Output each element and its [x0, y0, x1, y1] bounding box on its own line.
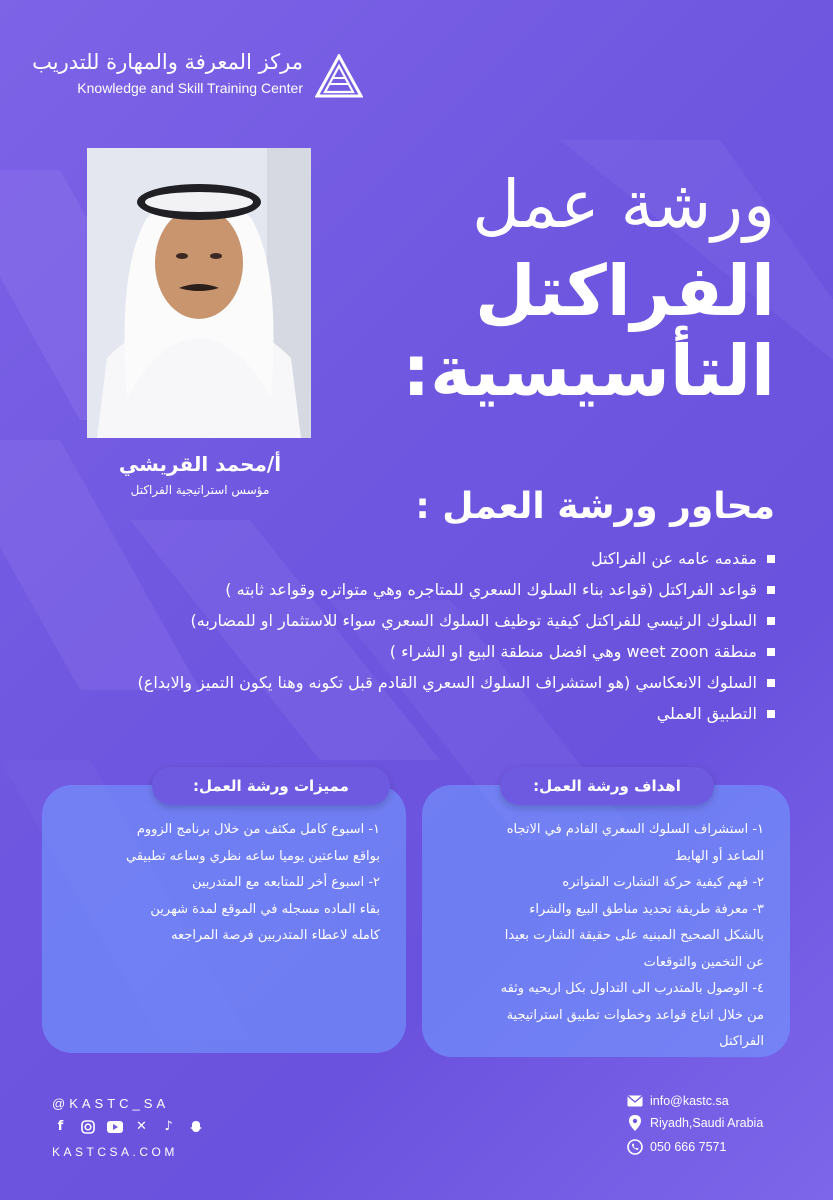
- presenter-photo: [87, 148, 311, 438]
- features-list: [56, 817, 380, 950]
- presenter-role: مؤسس استراتيجية الفراكتل: [130, 483, 270, 497]
- goals-line: عن التخمين والتوقعات: [643, 954, 764, 970]
- axes-item: السلوك الانعكاسي (هو استشراف السلوك السعري القادم قبل تكونه وهنا يكون التميز والابداع): [35, 667, 775, 698]
- features-line: كامله لاعطاء المتدربين فرصة المراجعه: [171, 928, 380, 943]
- goals-line: الصاعد أو الهابط: [674, 848, 764, 864]
- axes-item: مقدمه عامه عن الفراكتل: [35, 543, 775, 574]
- website-link[interactable]: KASTCSA.COM: [52, 1145, 178, 1159]
- goals-line: ٣- معرفة طريقة تحديد مناطق البيع والشراء: [529, 901, 764, 917]
- axes-heading: محاور ورشة العمل :: [415, 486, 775, 527]
- tiktok-icon[interactable]: ♪: [164, 1119, 173, 1134]
- whatsapp-icon: [626, 1138, 644, 1156]
- location-pin-icon: [626, 1114, 644, 1132]
- axes-list: [35, 543, 775, 729]
- snapchat-icon[interactable]: [187, 1118, 204, 1135]
- goals-line: ٤- الوصول بالمتدرب الى التداول بكل اريحيه وثقه: [500, 981, 764, 996]
- goals-line: ١- استشراف السلوك السعري القادم في الاتجاه: [506, 822, 764, 837]
- org-logo: [33, 50, 363, 106]
- instagram-icon[interactable]: [79, 1118, 96, 1135]
- features-line: بواقع ساعتين يوميا ساعه نظري وساعه تطبيقي: [125, 848, 380, 864]
- phone-text: 050 666 7571: [650, 1140, 727, 1154]
- features-line: ٢- اسبوع أخر للمتابعه مع المتدربين: [191, 875, 380, 890]
- goals-line: من خلال اتباع قواعد وخطوات تطبيق استراتيجية: [506, 1007, 764, 1023]
- features-line: ١- اسبوع كامل مكثف من خلال برنامج الزووم: [136, 822, 380, 837]
- social-icons: [52, 1118, 204, 1135]
- goals-line: الفراكتل: [719, 1034, 764, 1049]
- features-card: [42, 777, 406, 1053]
- goals-title: اهداف ورشة العمل:: [500, 767, 714, 805]
- axes-item: التطبيق العملي: [35, 698, 775, 729]
- title-line-1: ورشة عمل: [472, 166, 775, 243]
- axes-item: قواعد الفراكتل (قواعد بناء السلوك السعري للمتاجره وهي متواتره وقواعد ثابته ): [35, 574, 775, 605]
- facebook-icon[interactable]: f: [57, 1119, 64, 1134]
- goals-line: ٢- فهم كيفية حركة التشارت المتواتره: [562, 875, 764, 890]
- triangle-logo-icon: [315, 54, 363, 98]
- location-text: Riyadh,Saudi Arabia: [650, 1116, 764, 1130]
- org-name-ar: مركز المعرفة والمهارة للتدريب: [32, 50, 303, 74]
- phone-contact[interactable]: [626, 1138, 806, 1156]
- social-handle[interactable]: @KASTC_SA: [52, 1096, 170, 1111]
- x-icon[interactable]: ✕: [136, 1119, 147, 1134]
- goals-line: بالشكل الصحيح المبنيه على حقيقة الشارت بعيدا: [504, 928, 764, 943]
- email-contact[interactable]: [626, 1092, 806, 1110]
- title-line-2: الفراكتل: [475, 250, 775, 332]
- axes-item: منطقة weet zoon وهي افضل منطقة البيع او الشراء ): [35, 636, 775, 667]
- goals-card: [422, 777, 790, 1057]
- title-line-3: التأسيسية:: [402, 330, 775, 412]
- location-contact: [626, 1114, 806, 1132]
- features-title: مميزات ورشة العمل:: [152, 767, 390, 805]
- presenter-name: أ/محمد القريشي: [118, 452, 282, 476]
- goals-list: [436, 817, 764, 1056]
- features-line: بقاء الماده مسجله في الموقع لمدة شهرين: [150, 901, 380, 917]
- org-name-en: Knowledge and Skill Training Center: [77, 80, 303, 96]
- youtube-icon[interactable]: [106, 1118, 123, 1135]
- email-text: info@kastc.sa: [650, 1094, 729, 1108]
- axes-item: السلوك الرئيسي للفراكتل كيفية توظيف السلوك السعري سواء للاستثمار او للمضاربه): [35, 605, 775, 636]
- email-icon: [626, 1092, 644, 1110]
